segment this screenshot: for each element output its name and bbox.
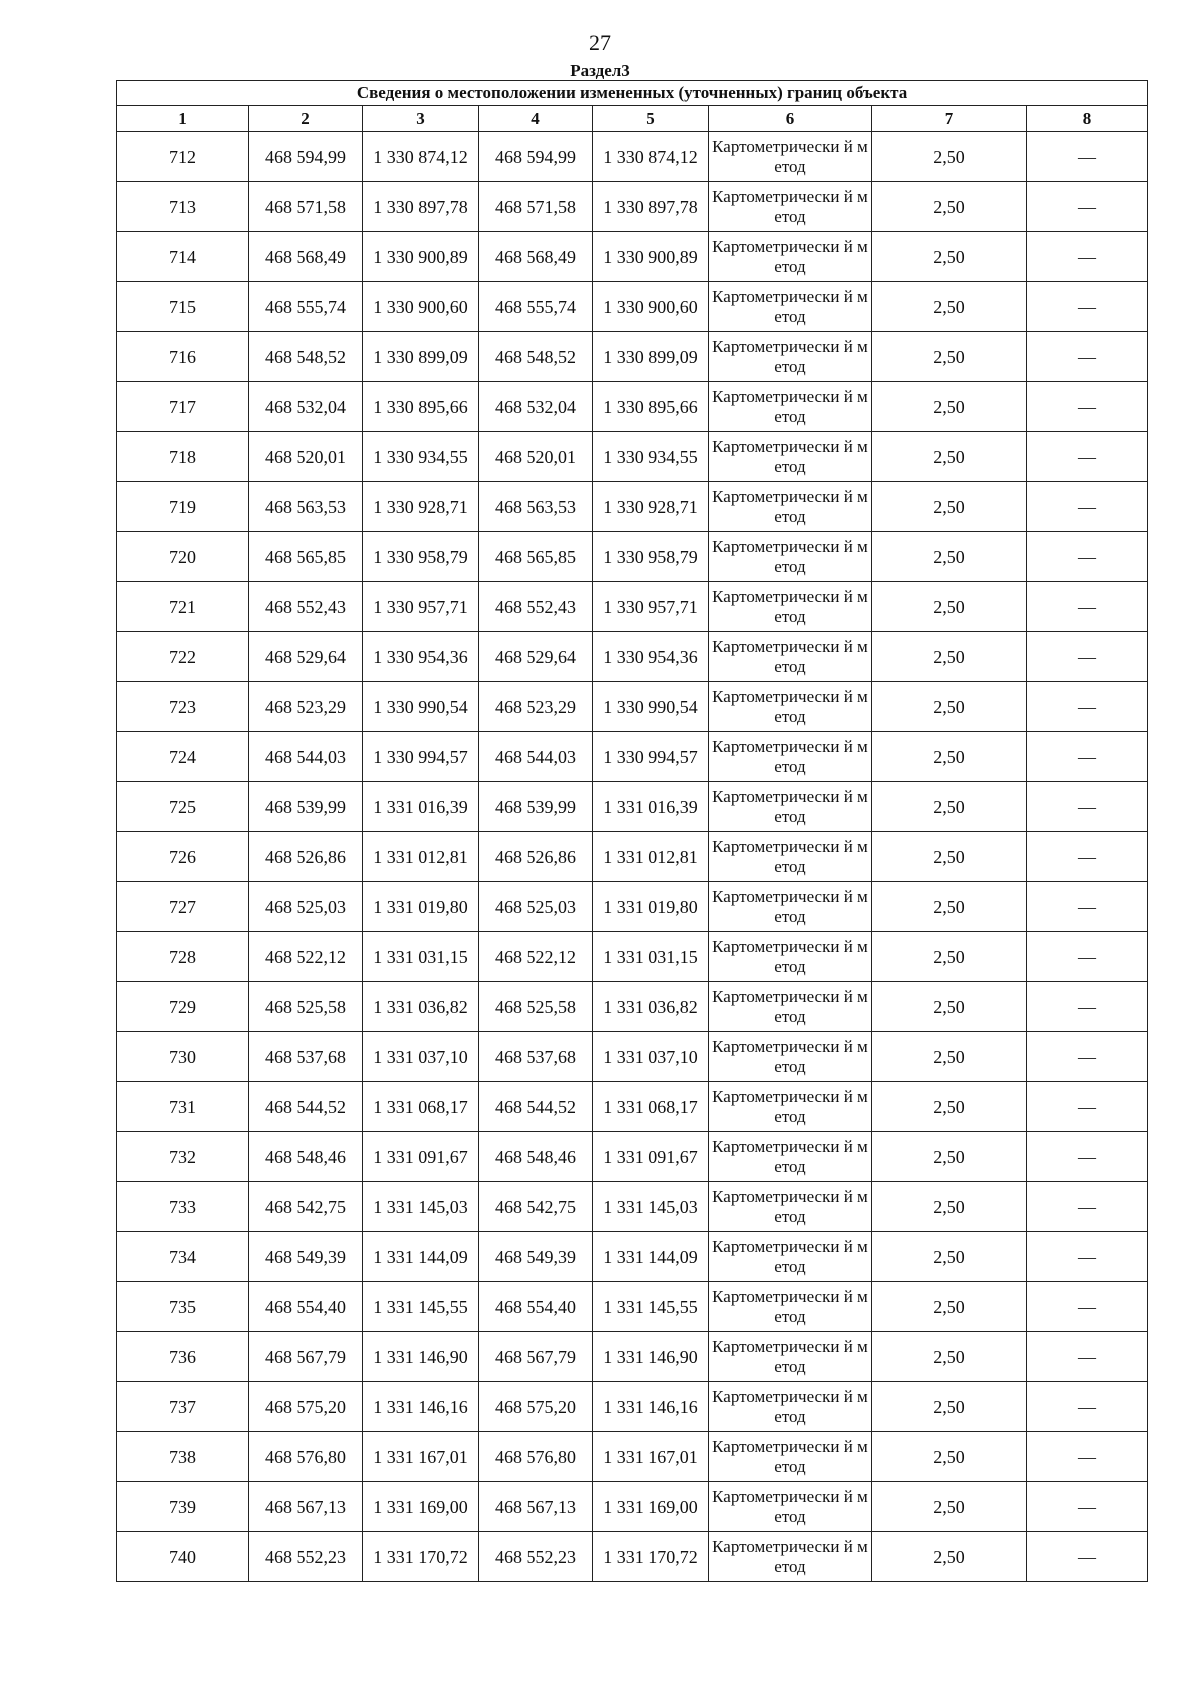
table-row (117, 1032, 1148, 1082)
x-existing-cell: 468 548,46 (249, 1132, 363, 1182)
table-row (117, 1082, 1148, 1132)
accuracy-cell: 2,50 (872, 682, 1027, 732)
y-existing-cell: 1 331 091,67 (363, 1132, 479, 1182)
x-refined-cell: 468 567,13 (479, 1482, 593, 1532)
y-existing-cell: 1 331 144,09 (363, 1232, 479, 1282)
table-row (117, 232, 1148, 282)
y-existing-cell: 1 331 012,81 (363, 832, 479, 882)
table-row (117, 832, 1148, 882)
y-refined-cell: 1 331 016,39 (593, 782, 709, 832)
table-row (117, 582, 1148, 632)
x-existing-cell: 468 544,03 (249, 732, 363, 782)
table-row (117, 282, 1148, 332)
x-existing-cell: 468 555,74 (249, 282, 363, 332)
note-cell: — (1027, 132, 1148, 182)
accuracy-cell: 2,50 (872, 1532, 1027, 1582)
y-existing-cell: 1 330 874,12 (363, 132, 479, 182)
note-cell: — (1027, 1032, 1148, 1082)
coordinates-table (116, 80, 1148, 1582)
point-number-cell: 730 (117, 1032, 249, 1082)
method-cell: Картометрически й метод (709, 1482, 872, 1532)
method-cell: Картометрически й метод (709, 1382, 872, 1432)
note-cell: — (1027, 1282, 1148, 1332)
x-existing-cell: 468 576,80 (249, 1432, 363, 1482)
accuracy-cell: 2,50 (872, 282, 1027, 332)
note-cell: — (1027, 232, 1148, 282)
y-existing-cell: 1 330 958,79 (363, 532, 479, 582)
y-existing-cell: 1 331 016,39 (363, 782, 479, 832)
x-existing-cell: 468 520,01 (249, 432, 363, 482)
y-existing-cell: 1 330 895,66 (363, 382, 479, 432)
accuracy-cell: 2,50 (872, 482, 1027, 532)
y-existing-cell: 1 331 068,17 (363, 1082, 479, 1132)
accuracy-cell: 2,50 (872, 1232, 1027, 1282)
point-number-cell: 712 (117, 132, 249, 182)
accuracy-cell: 2,50 (872, 1082, 1027, 1132)
note-cell: — (1027, 1432, 1148, 1482)
column-number: 1 (117, 106, 249, 132)
note-cell: — (1027, 882, 1148, 932)
column-number: 4 (479, 106, 593, 132)
accuracy-cell: 2,50 (872, 332, 1027, 382)
y-existing-cell: 1 331 146,16 (363, 1382, 479, 1432)
table-body (117, 132, 1148, 1582)
y-refined-cell: 1 330 895,66 (593, 382, 709, 432)
x-existing-cell: 468 549,39 (249, 1232, 363, 1282)
point-number-cell: 723 (117, 682, 249, 732)
method-cell: Картометрически й метод (709, 432, 872, 482)
table-row (117, 882, 1148, 932)
method-cell: Картометрически й метод (709, 1282, 872, 1332)
note-cell: — (1027, 632, 1148, 682)
method-cell: Картометрически й метод (709, 882, 872, 932)
y-existing-cell: 1 331 167,01 (363, 1432, 479, 1482)
x-refined-cell: 468 529,64 (479, 632, 593, 682)
method-cell: Картометрически й метод (709, 282, 872, 332)
x-refined-cell: 468 568,49 (479, 232, 593, 282)
point-number-cell: 729 (117, 982, 249, 1032)
y-refined-cell: 1 331 031,15 (593, 932, 709, 982)
x-existing-cell: 468 567,13 (249, 1482, 363, 1532)
x-refined-cell: 468 544,52 (479, 1082, 593, 1132)
table-row (117, 532, 1148, 582)
point-number-cell: 718 (117, 432, 249, 482)
note-cell: — (1027, 482, 1148, 532)
x-refined-cell: 468 525,58 (479, 982, 593, 1032)
method-cell: Картометрически й метод (709, 1232, 872, 1282)
table-row (117, 632, 1148, 682)
note-cell: — (1027, 1182, 1148, 1232)
y-refined-cell: 1 331 170,72 (593, 1532, 709, 1582)
x-existing-cell: 468 594,99 (249, 132, 363, 182)
accuracy-cell: 2,50 (872, 1482, 1027, 1532)
note-cell: — (1027, 732, 1148, 782)
y-existing-cell: 1 330 957,71 (363, 582, 479, 632)
note-cell: — (1027, 832, 1148, 882)
table-row (117, 1332, 1148, 1382)
accuracy-cell: 2,50 (872, 732, 1027, 782)
method-cell: Картометрически й метод (709, 732, 872, 782)
y-refined-cell: 1 330 994,57 (593, 732, 709, 782)
y-refined-cell: 1 330 954,36 (593, 632, 709, 682)
note-cell: — (1027, 1082, 1148, 1132)
x-refined-cell: 468 522,12 (479, 932, 593, 982)
x-existing-cell: 468 542,75 (249, 1182, 363, 1232)
table-row (117, 432, 1148, 482)
x-refined-cell: 468 548,46 (479, 1132, 593, 1182)
y-existing-cell: 1 331 036,82 (363, 982, 479, 1032)
x-existing-cell: 468 568,49 (249, 232, 363, 282)
method-cell: Картометрически й метод (709, 482, 872, 532)
y-refined-cell: 1 330 874,12 (593, 132, 709, 182)
point-number-cell: 719 (117, 482, 249, 532)
x-existing-cell: 468 565,85 (249, 532, 363, 582)
point-number-cell: 714 (117, 232, 249, 282)
point-number-cell: 715 (117, 282, 249, 332)
point-number-cell: 716 (117, 332, 249, 382)
point-number-cell: 721 (117, 582, 249, 632)
table-row (117, 182, 1148, 232)
x-refined-cell: 468 544,03 (479, 732, 593, 782)
table-row (117, 732, 1148, 782)
method-cell: Картометрически й метод (709, 982, 872, 1032)
x-existing-cell: 468 571,58 (249, 182, 363, 232)
table-caption-row (117, 81, 1148, 106)
note-cell: — (1027, 1132, 1148, 1182)
accuracy-cell: 2,50 (872, 1182, 1027, 1232)
method-cell: Картометрически й метод (709, 782, 872, 832)
column-number: 8 (1027, 106, 1148, 132)
y-refined-cell: 1 331 146,16 (593, 1382, 709, 1432)
note-cell: — (1027, 282, 1148, 332)
table-row (117, 1382, 1148, 1432)
table-row (117, 132, 1148, 182)
table-row (117, 1182, 1148, 1232)
accuracy-cell: 2,50 (872, 132, 1027, 182)
x-existing-cell: 468 575,20 (249, 1382, 363, 1432)
y-existing-cell: 1 330 899,09 (363, 332, 479, 382)
y-existing-cell: 1 330 954,36 (363, 632, 479, 682)
point-number-cell: 713 (117, 182, 249, 232)
table-caption: Сведения о местоположении измененных (уточненных) границ объекта (117, 81, 1148, 106)
y-refined-cell: 1 330 934,55 (593, 432, 709, 482)
x-existing-cell: 468 554,40 (249, 1282, 363, 1332)
table-row (117, 982, 1148, 1032)
note-cell: — (1027, 332, 1148, 382)
note-cell: — (1027, 1232, 1148, 1282)
point-number-cell: 732 (117, 1132, 249, 1182)
x-existing-cell: 468 526,86 (249, 832, 363, 882)
y-refined-cell: 1 331 146,90 (593, 1332, 709, 1382)
x-refined-cell: 468 567,79 (479, 1332, 593, 1382)
method-cell: Картометрически й метод (709, 582, 872, 632)
y-existing-cell: 1 330 928,71 (363, 482, 479, 532)
method-cell: Картометрически й метод (709, 1182, 872, 1232)
x-existing-cell: 468 548,52 (249, 332, 363, 382)
point-number-cell: 735 (117, 1282, 249, 1332)
note-cell: — (1027, 1332, 1148, 1382)
accuracy-cell: 2,50 (872, 232, 1027, 282)
note-cell: — (1027, 1532, 1148, 1582)
point-number-cell: 740 (117, 1532, 249, 1582)
method-cell: Картометрически й метод (709, 232, 872, 282)
accuracy-cell: 2,50 (872, 1382, 1027, 1432)
y-existing-cell: 1 330 990,54 (363, 682, 479, 732)
note-cell: — (1027, 782, 1148, 832)
y-existing-cell: 1 331 146,90 (363, 1332, 479, 1382)
table-row (117, 782, 1148, 832)
point-number-cell: 717 (117, 382, 249, 432)
table-row (117, 1482, 1148, 1532)
note-cell: — (1027, 182, 1148, 232)
y-refined-cell: 1 330 900,60 (593, 282, 709, 332)
method-cell: Картометрически й метод (709, 1032, 872, 1082)
x-existing-cell: 468 525,58 (249, 982, 363, 1032)
accuracy-cell: 2,50 (872, 1282, 1027, 1332)
y-existing-cell: 1 331 019,80 (363, 882, 479, 932)
point-number-cell: 733 (117, 1182, 249, 1232)
point-number-cell: 734 (117, 1232, 249, 1282)
x-existing-cell: 468 567,79 (249, 1332, 363, 1382)
y-refined-cell: 1 330 990,54 (593, 682, 709, 732)
y-refined-cell: 1 330 928,71 (593, 482, 709, 532)
point-number-cell: 728 (117, 932, 249, 982)
y-refined-cell: 1 331 068,17 (593, 1082, 709, 1132)
table-row (117, 1432, 1148, 1482)
x-existing-cell: 468 552,23 (249, 1532, 363, 1582)
method-cell: Картометрически й метод (709, 1132, 872, 1182)
column-number: 6 (709, 106, 872, 132)
x-existing-cell: 468 563,53 (249, 482, 363, 532)
note-cell: — (1027, 382, 1148, 432)
x-existing-cell: 468 552,43 (249, 582, 363, 632)
x-refined-cell: 468 520,01 (479, 432, 593, 482)
table-row (117, 1532, 1148, 1582)
x-refined-cell: 468 565,85 (479, 532, 593, 582)
accuracy-cell: 2,50 (872, 532, 1027, 582)
y-refined-cell: 1 331 036,82 (593, 982, 709, 1032)
column-numbers-row (117, 106, 1148, 132)
accuracy-cell: 2,50 (872, 782, 1027, 832)
table-row (117, 1232, 1148, 1282)
x-existing-cell: 468 525,03 (249, 882, 363, 932)
x-existing-cell: 468 539,99 (249, 782, 363, 832)
method-cell: Картометрически й метод (709, 1532, 872, 1582)
y-refined-cell: 1 331 091,67 (593, 1132, 709, 1182)
y-refined-cell: 1 331 144,09 (593, 1232, 709, 1282)
accuracy-cell: 2,50 (872, 382, 1027, 432)
x-refined-cell: 468 555,74 (479, 282, 593, 332)
point-number-cell: 738 (117, 1432, 249, 1482)
point-number-cell: 722 (117, 632, 249, 682)
section-title: Раздел3 (570, 61, 630, 80)
y-refined-cell: 1 331 019,80 (593, 882, 709, 932)
x-existing-cell: 468 523,29 (249, 682, 363, 732)
y-existing-cell: 1 330 900,89 (363, 232, 479, 282)
point-number-cell: 731 (117, 1082, 249, 1132)
point-number-cell: 720 (117, 532, 249, 582)
y-refined-cell: 1 331 145,03 (593, 1182, 709, 1232)
y-refined-cell: 1 331 037,10 (593, 1032, 709, 1082)
y-existing-cell: 1 331 145,03 (363, 1182, 479, 1232)
table-row (117, 382, 1148, 432)
y-refined-cell: 1 331 169,00 (593, 1482, 709, 1532)
accuracy-cell: 2,50 (872, 632, 1027, 682)
y-refined-cell: 1 330 957,71 (593, 582, 709, 632)
x-existing-cell: 468 532,04 (249, 382, 363, 432)
y-existing-cell: 1 331 031,15 (363, 932, 479, 982)
y-refined-cell: 1 330 899,09 (593, 332, 709, 382)
y-existing-cell: 1 330 900,60 (363, 282, 479, 332)
x-existing-cell: 468 529,64 (249, 632, 363, 682)
column-number: 2 (249, 106, 363, 132)
accuracy-cell: 2,50 (872, 1032, 1027, 1082)
accuracy-cell: 2,50 (872, 1332, 1027, 1382)
x-refined-cell: 468 526,86 (479, 832, 593, 882)
x-refined-cell: 468 525,03 (479, 882, 593, 932)
note-cell: — (1027, 682, 1148, 732)
method-cell: Картометрически й метод (709, 682, 872, 732)
accuracy-cell: 2,50 (872, 832, 1027, 882)
note-cell: — (1027, 582, 1148, 632)
point-number-cell: 724 (117, 732, 249, 782)
table-row (117, 682, 1148, 732)
x-existing-cell: 468 522,12 (249, 932, 363, 982)
point-number-cell: 726 (117, 832, 249, 882)
method-cell: Картометрически й метод (709, 932, 872, 982)
y-existing-cell: 1 331 145,55 (363, 1282, 479, 1332)
note-cell: — (1027, 532, 1148, 582)
y-refined-cell: 1 330 958,79 (593, 532, 709, 582)
table-row (117, 332, 1148, 382)
note-cell: — (1027, 432, 1148, 482)
note-cell: — (1027, 932, 1148, 982)
x-refined-cell: 468 571,58 (479, 182, 593, 232)
x-refined-cell: 468 523,29 (479, 682, 593, 732)
x-refined-cell: 468 549,39 (479, 1232, 593, 1282)
point-number-cell: 725 (117, 782, 249, 832)
table-row (117, 1132, 1148, 1182)
y-existing-cell: 1 330 897,78 (363, 182, 479, 232)
accuracy-cell: 2,50 (872, 582, 1027, 632)
page-number: 27 (589, 30, 611, 55)
accuracy-cell: 2,50 (872, 182, 1027, 232)
x-refined-cell: 468 548,52 (479, 332, 593, 382)
column-number: 5 (593, 106, 709, 132)
accuracy-cell: 2,50 (872, 432, 1027, 482)
method-cell: Картометрически й метод (709, 532, 872, 582)
column-number: 3 (363, 106, 479, 132)
point-number-cell: 736 (117, 1332, 249, 1382)
note-cell: — (1027, 1382, 1148, 1432)
point-number-cell: 727 (117, 882, 249, 932)
y-existing-cell: 1 330 994,57 (363, 732, 479, 782)
method-cell: Картометрически й метод (709, 632, 872, 682)
accuracy-cell: 2,50 (872, 882, 1027, 932)
x-refined-cell: 468 532,04 (479, 382, 593, 432)
accuracy-cell: 2,50 (872, 932, 1027, 982)
x-refined-cell: 468 594,99 (479, 132, 593, 182)
y-refined-cell: 1 331 167,01 (593, 1432, 709, 1482)
table-row (117, 482, 1148, 532)
x-refined-cell: 468 575,20 (479, 1382, 593, 1432)
table-row (117, 1282, 1148, 1332)
method-cell: Картометрически й метод (709, 832, 872, 882)
accuracy-cell: 2,50 (872, 1132, 1027, 1182)
x-existing-cell: 468 537,68 (249, 1032, 363, 1082)
method-cell: Картометрически й метод (709, 182, 872, 232)
y-existing-cell: 1 331 170,72 (363, 1532, 479, 1582)
x-refined-cell: 468 554,40 (479, 1282, 593, 1332)
point-number-cell: 737 (117, 1382, 249, 1432)
y-refined-cell: 1 330 897,78 (593, 182, 709, 232)
y-refined-cell: 1 331 012,81 (593, 832, 709, 882)
method-cell: Картометрически й метод (709, 1332, 872, 1382)
point-number-cell: 739 (117, 1482, 249, 1532)
y-existing-cell: 1 331 037,10 (363, 1032, 479, 1082)
table-row (117, 932, 1148, 982)
x-existing-cell: 468 544,52 (249, 1082, 363, 1132)
y-existing-cell: 1 331 169,00 (363, 1482, 479, 1532)
y-existing-cell: 1 330 934,55 (363, 432, 479, 482)
y-refined-cell: 1 331 145,55 (593, 1282, 709, 1332)
x-refined-cell: 468 576,80 (479, 1432, 593, 1482)
method-cell: Картометрически й метод (709, 332, 872, 382)
x-refined-cell: 468 539,99 (479, 782, 593, 832)
accuracy-cell: 2,50 (872, 982, 1027, 1032)
method-cell: Картометрически й метод (709, 132, 872, 182)
note-cell: — (1027, 982, 1148, 1032)
method-cell: Картометрически й метод (709, 382, 872, 432)
column-number: 7 (872, 106, 1027, 132)
x-refined-cell: 468 537,68 (479, 1032, 593, 1082)
note-cell: — (1027, 1482, 1148, 1532)
x-refined-cell: 468 563,53 (479, 482, 593, 532)
method-cell: Картометрически й метод (709, 1432, 872, 1482)
accuracy-cell: 2,50 (872, 1432, 1027, 1482)
x-refined-cell: 468 552,43 (479, 582, 593, 632)
y-refined-cell: 1 330 900,89 (593, 232, 709, 282)
x-refined-cell: 468 542,75 (479, 1182, 593, 1232)
method-cell: Картометрически й метод (709, 1082, 872, 1132)
x-refined-cell: 468 552,23 (479, 1532, 593, 1582)
